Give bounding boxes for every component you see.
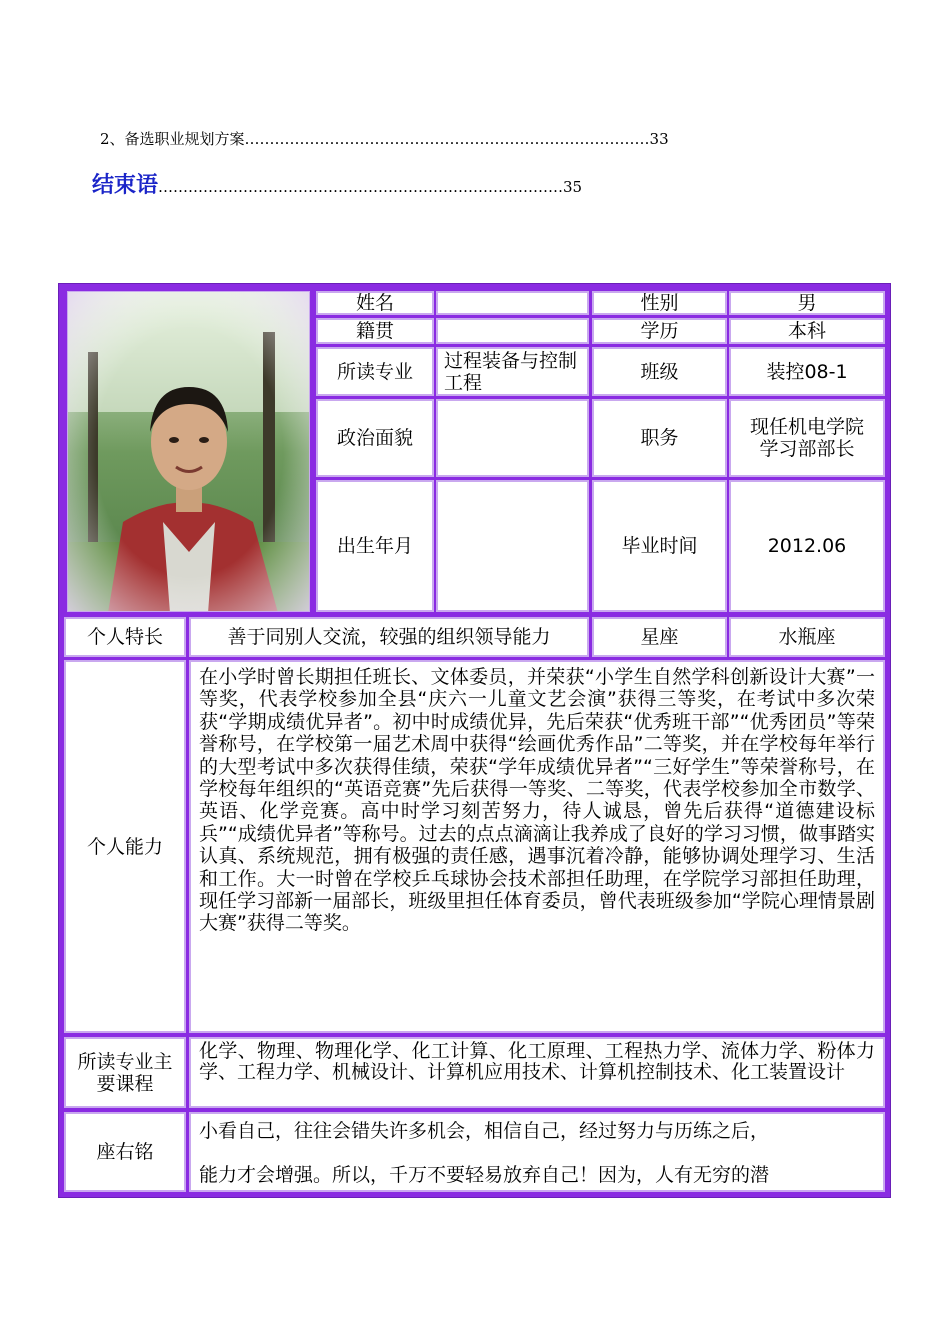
courses-paragraph: 化学、物理、物理化学、化工计算、化工原理、工程热力学、流体力学、粉体力学、工程力学、机械设计、计算机应用技术、计算机控制技术、化工装置设计 <box>199 1040 875 1083</box>
toc-page-number: 33 <box>649 130 669 148</box>
toc-heading-label: 结束语 <box>92 173 159 198</box>
ability-label: 个人能力 <box>64 660 186 1033</box>
toc-item-alternative-plan: 2、备选职业规划方案………………………………………………………………………33 <box>100 130 669 148</box>
position-label: 职务 <box>592 399 727 477</box>
courses-label: 所读专业主要课程 <box>64 1037 186 1108</box>
motto-value-cell <box>189 1112 885 1192</box>
motto-line-1: 小看自己，往往会错失许多机会，相信自己，经过努力与历练之后， <box>199 1120 770 1142</box>
zodiac-label: 星座 <box>592 617 727 657</box>
ability-paragraph: 在小学时曾长期担任班长、文体委员，并荣获“小学生自然学科创新设计大赛”一等奖，代表学校参加全县“庆六一儿童文艺会演”获得三等奖，在考试中多次荣获“学期成绩优异者”。初中时成绩优异，先后荣获“优秀班干部”“优秀团员”等荣誉称号，在学校第一届艺术周中获得“绘画优秀作品”二等奖，并在学校每年举行的大型考试中多次获得佳绩，荣获“学年成绩优异者”“三好学生”等荣誉称号，在学校每年组织的“英语竞赛”先后获得一等奖、二等奖，代表学校参加全市数学、英语、化学竞赛。高中时学习刻苦努力，待人诚恳，曾先后获得“道德建设标兵”“成绩优异者”等称号。过去的点点滴滴让我养成了良好的学习习惯，做事踏实认真、系统规范，拥有极强的责任感，遇事沉着冷静，能够协调处理学习、生活和工作。大一时曾在学校乒乓球协会技术部担任助理，在学院学习部担任助理，现任学习部新一届部长，班级里担任体育委员，曾代表班级参加“学院心理情景剧大赛”获得二等奖。 <box>199 666 875 935</box>
birth-value <box>436 480 589 612</box>
position-value: 现任机电学院学习部部长 <box>729 399 885 477</box>
specialty-value: 善于同别人交流，较强的组织领导能力 <box>189 617 589 657</box>
education-label: 学历 <box>592 318 727 344</box>
graduation-label: 毕业时间 <box>592 480 727 612</box>
name-label: 姓名 <box>316 291 434 315</box>
political-value <box>436 399 589 477</box>
major-value: 过程装备与控制工程 <box>436 347 589 396</box>
origin-value <box>436 318 589 344</box>
gender-value: 男 <box>729 291 885 315</box>
origin-label: 籍贯 <box>316 318 434 344</box>
political-label: 政治面貌 <box>316 399 434 477</box>
courses-value-cell <box>189 1037 885 1108</box>
ability-value-cell <box>189 660 885 1033</box>
class-label: 班级 <box>592 347 727 396</box>
portrait-image <box>68 292 310 612</box>
name-value <box>436 291 589 315</box>
motto-line-2: 能力才会增强。所以，千万不要轻易放弃自己！因为，人有无穷的潜 <box>199 1164 770 1186</box>
toc-page-number: 35 <box>563 178 583 196</box>
profile-photo <box>67 291 310 612</box>
education-value: 本科 <box>729 318 885 344</box>
class-value: 装控08-1 <box>729 347 885 396</box>
birth-label: 出生年月 <box>316 480 434 612</box>
major-label: 所读专业 <box>316 347 434 396</box>
toc-item-label: 2、备选职业规划方案 <box>100 130 245 148</box>
toc-item-conclusion: 结束语………………………………………………………………………35 <box>92 173 583 198</box>
motto-label: 座右铭 <box>64 1112 186 1192</box>
gender-label: 性别 <box>592 291 727 315</box>
graduation-value: 2012.06 <box>729 480 885 612</box>
zodiac-value: 水瓶座 <box>729 617 885 657</box>
specialty-label: 个人特长 <box>64 617 186 657</box>
